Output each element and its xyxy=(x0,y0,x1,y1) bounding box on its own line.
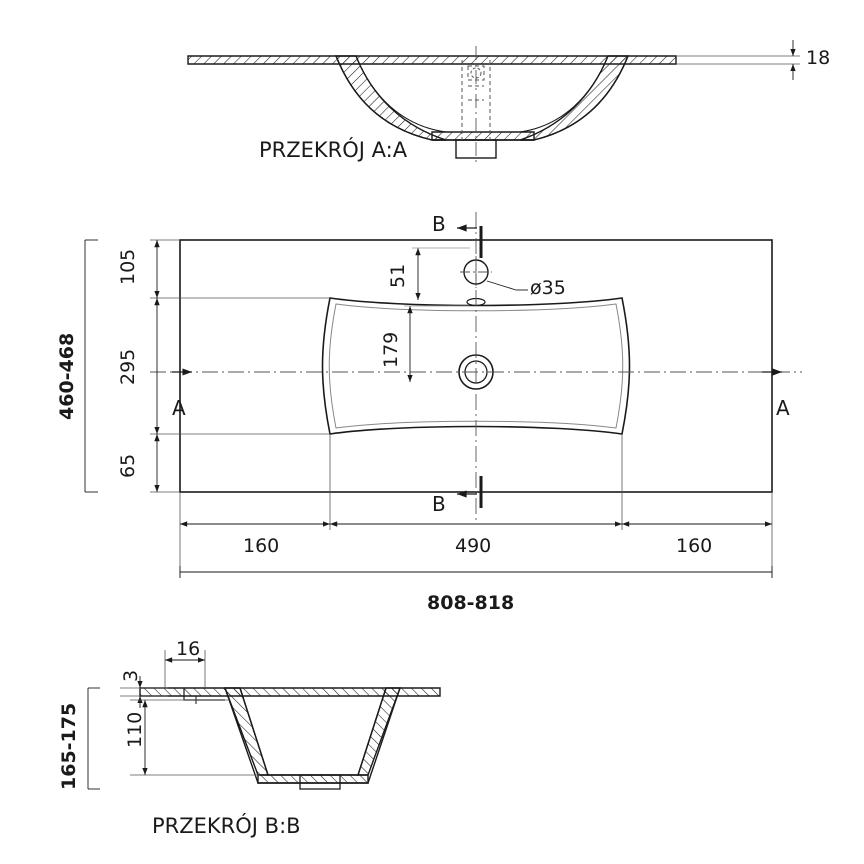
dim-vertical-top: 105 xyxy=(117,248,139,285)
dim-rim-thickness: 3 xyxy=(120,669,142,682)
dim-horizontal-total: 808-818 xyxy=(427,592,515,614)
marker-a-right: A xyxy=(776,396,790,420)
section-aa-title: PRZEKRÓJ A:A xyxy=(259,138,408,162)
dim-rim-width: 16 xyxy=(176,638,201,660)
marker-a-left: A xyxy=(172,396,186,420)
dim-hole-offset-vertical: 51 xyxy=(387,263,409,288)
dim-horizontal-right: 160 xyxy=(676,535,713,557)
section-bb-title: PRZEKRÓJ B:B xyxy=(152,814,301,838)
dim-tap-hole: ø35 xyxy=(530,277,566,299)
plan-view-drawing xyxy=(85,212,802,578)
dim-vertical-total: 460-468 xyxy=(56,332,78,420)
dim-vertical-middle: 295 xyxy=(117,348,139,385)
dim-vertical-bottom: 65 xyxy=(117,453,139,478)
dim-horizontal-left: 160 xyxy=(243,535,280,557)
dim-bowl-depth: 110 xyxy=(124,711,146,748)
dim-bowl-depth-vertical: 179 xyxy=(380,331,402,368)
dim-horizontal-center: 490 xyxy=(455,535,492,557)
dim-overall-depth: 165-175 xyxy=(58,702,80,790)
marker-b-top: B xyxy=(432,212,446,236)
dim-top-thickness: 18 xyxy=(806,47,831,69)
marker-b-bottom: B xyxy=(432,492,446,516)
